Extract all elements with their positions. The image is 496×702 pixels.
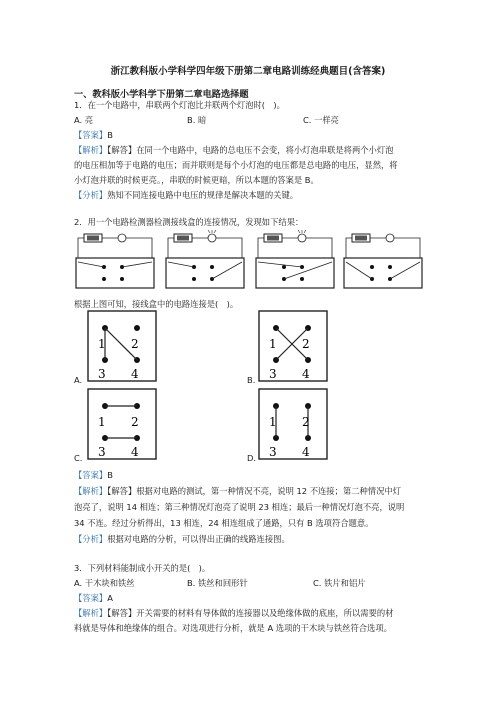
q2-answer	[74, 469, 113, 481]
q2-option-a-label: A.	[74, 375, 83, 385]
page-title: 浙江教科版小学科学四年级下册第二章电路训练经典题目(含答案)	[110, 66, 386, 77]
terminal-label: 2	[131, 415, 139, 429]
q1-option-c: C. 一样亮	[303, 115, 339, 125]
q1-analysis-line-1	[74, 144, 393, 156]
q3-analysis-line-2: 料就是导体和绝缘体的组合。对选项进行分析，就是 A 选项的干木块与铁丝符合选项。	[74, 623, 392, 633]
tester-diagram-1	[76, 234, 154, 288]
answer-value: B	[107, 130, 113, 140]
q3-stem: 3．下列材料能制成小开关的是( )。	[74, 563, 211, 573]
answer-value: A	[107, 593, 113, 603]
q2-option-b-label: B.	[247, 375, 256, 385]
section-heading: 一、教科版小学科学下册第二章电路选择题	[74, 89, 249, 100]
option-a-diagram	[87, 310, 157, 382]
terminal-label: 3	[98, 445, 106, 459]
q2-stem: 2．用一个电路检测器检测接线盒的连接情况，发现如下结果：	[74, 217, 304, 227]
q3-analysis-line-1	[74, 607, 393, 619]
terminal-label: 4	[302, 445, 310, 459]
analysis-text: 【解答】在同一个电路中，电路的总电压不会变，将小灯泡串联是将两个小灯泡	[107, 145, 394, 155]
q2-fenxi	[74, 533, 290, 545]
terminal-label: 2	[131, 337, 139, 351]
terminal-label: 2	[302, 337, 310, 351]
terminal-label: 4	[131, 367, 139, 381]
terminal-label: 3	[98, 367, 106, 381]
q1-option-a: A. 亮	[74, 115, 94, 125]
q1-option-b: B. 暗	[187, 115, 207, 125]
terminal-label: 1	[269, 415, 277, 429]
q2-analysis-line-2: 泡亮了，说明 14 相连；第三种情况灯泡亮了说明 23 相连；最后一种情况灯泡不亮，说明	[74, 502, 405, 512]
q3-option-c: C. 铁片和铝片	[313, 578, 366, 588]
q2-stem-2: 根据上图可知，接线盒中的电路连接是( )。	[74, 299, 239, 309]
analysis-text: 【解答】根据对电路的测试，第一种情况不亮，说明 12 不连接；第二种情况中灯	[107, 486, 401, 496]
terminal-label: 2	[302, 415, 310, 429]
q1-analysis-line-3: 小灯泡并联的时候更亮。，串联的时候更暗，所以本题的答案是 B。	[74, 175, 319, 185]
circuit-tester-diagrams	[74, 230, 424, 292]
q1-stem: 1．在一个电路中，串联两个灯泡比并联两个灯泡时( )。	[74, 100, 285, 110]
terminal-label: 4	[302, 367, 310, 381]
terminal-label: 3	[269, 445, 277, 459]
terminal-label: 1	[269, 337, 277, 351]
q2-option-c-label: C.	[74, 453, 83, 463]
q3-answer	[74, 592, 113, 604]
answer-tag: 【答案】	[74, 593, 108, 603]
tester-diagram-2	[166, 230, 244, 288]
q3-option-b: B. 铁丝和回形针	[187, 578, 248, 588]
option-b-diagram	[258, 310, 328, 382]
tester-diagram-4	[344, 234, 422, 288]
answer-tag: 【答案】	[74, 470, 108, 480]
analysis-tag: 【解析】	[74, 145, 108, 155]
analysis-text: 【解答】开关需要的材料有导体做的连接器以及绝缘体做的底座，所以需要的材	[107, 608, 394, 618]
option-c-diagram	[87, 388, 157, 460]
terminal-label: 1	[98, 337, 106, 351]
q1-answer	[74, 129, 113, 141]
q3-option-a: A. 干木块和铁丝	[74, 578, 135, 588]
option-d-diagram	[258, 388, 328, 460]
terminal-label: 1	[98, 415, 106, 429]
q2-option-d-label: D.	[247, 453, 257, 463]
fenxi-text: 根据对电路的分析，可以得出正确的线路连接图。	[107, 534, 290, 544]
fenxi-text: 熟知不同连接电路中电压的规律是解决本题的关键。	[107, 190, 299, 200]
terminal-label: 3	[269, 367, 277, 381]
fenxi-tag: 【分析】	[74, 190, 108, 200]
q1-fenxi	[74, 189, 298, 201]
q1-analysis-line-2: 的电压相加等于电路的电压；而并联则是每个小灯泡的电压都是总电路的电压，显然，将	[74, 160, 398, 170]
q2-analysis-line-3: 34 不连。经过分析得出，13 相连，24 相连组成了通路，只有 B 选项符合题意。	[74, 518, 374, 528]
terminal-label: 4	[131, 445, 139, 459]
q2-analysis-line-1	[74, 485, 401, 497]
answer-tag: 【答案】	[74, 130, 108, 140]
tester-diagram-3	[256, 230, 334, 288]
analysis-tag: 【解析】	[74, 486, 108, 496]
answer-value: B	[107, 470, 113, 480]
analysis-tag: 【解析】	[74, 608, 108, 618]
fenxi-tag: 【分析】	[74, 534, 108, 544]
